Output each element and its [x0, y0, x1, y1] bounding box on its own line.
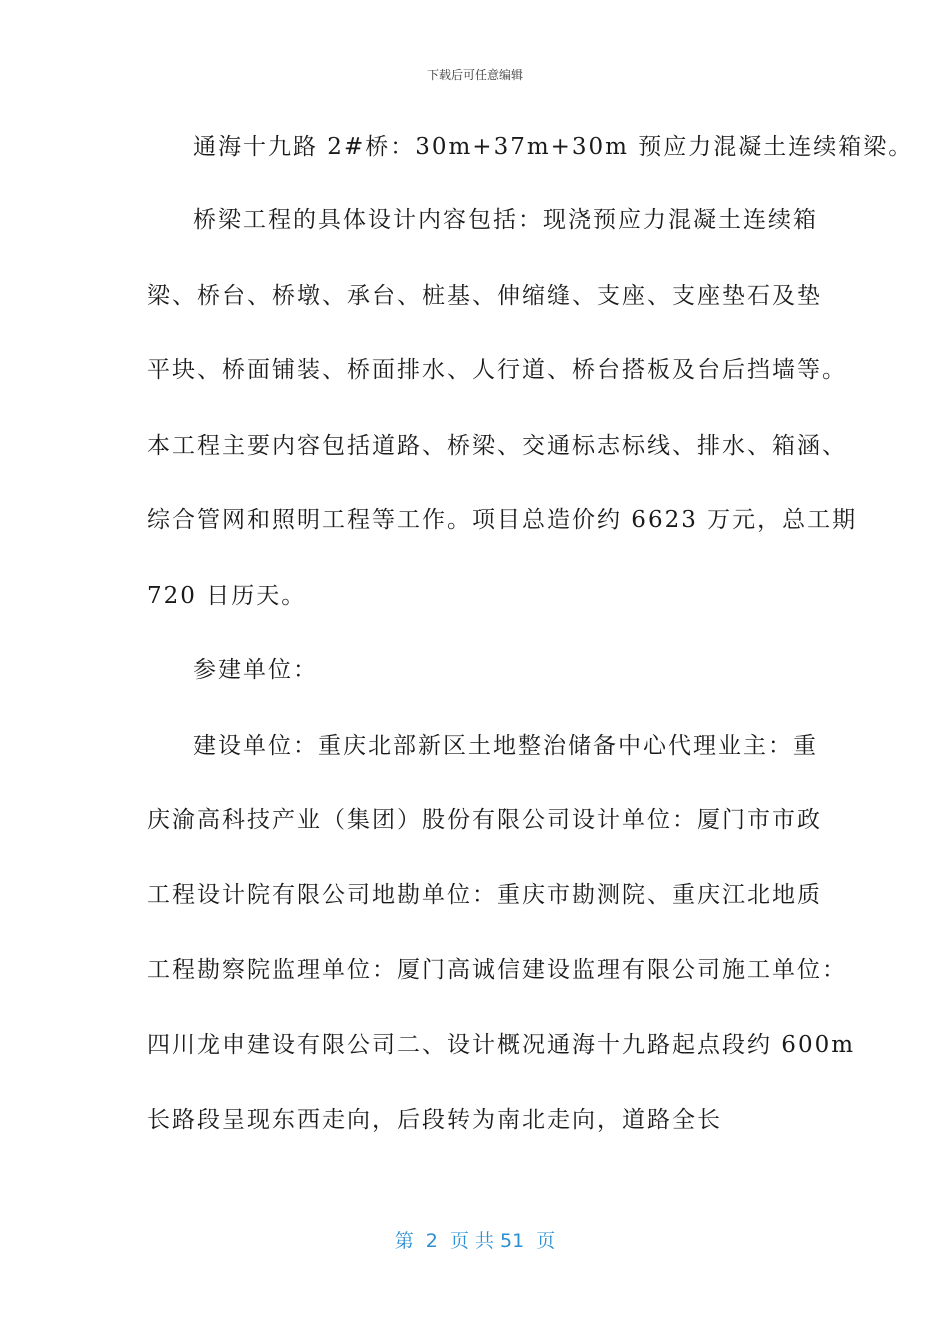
paragraph-line-4: 平块、桥面铺装、桥面排水、人行道、桥台搭板及台后挡墙等。 [147, 357, 847, 383]
page-header: 下载后可任意编辑 [426, 68, 523, 82]
paragraph-line-9: 建设单位：重庆北部新区土地整治储备中心代理业主：重 [193, 733, 818, 759]
paragraph-line-6: 综合管网和照明工程等工作。项目总造价约 6623 万元，总工期 [147, 507, 858, 533]
paragraph-line-13: 四川龙申建设有限公司二、设计概况通海十九路起点段约 600m [147, 1032, 856, 1058]
paragraph-line-5: 本工程主要内容包括道路、桥梁、交通标志标线、排水、箱涵、 [147, 433, 847, 459]
page-number-footer: 第 2 页 共 51 页 [394, 1230, 556, 1252]
paragraph-line-10: 庆渝高科技产业（集团）股份有限公司设计单位：厦门市市政 [147, 807, 822, 833]
paragraph-line-3: 梁、桥台、桥墩、承台、桩基、伸缩缝、支座、支座垫石及垫 [147, 283, 822, 309]
paragraph-line-2: 桥梁工程的具体设计内容包括：现浇预应力混凝土连续箱 [193, 207, 818, 233]
paragraph-line-12: 工程勘察院监理单位：厦门高诚信建设监理有限公司施工单位： [147, 957, 847, 983]
paragraph-line-14: 长路段呈现东西走向，后段转为南北走向，道路全长 [147, 1107, 722, 1133]
paragraph-line-8: 参建单位： [193, 657, 318, 683]
paragraph-line-7: 720 日历天。 [147, 583, 307, 609]
paragraph-line-11: 工程设计院有限公司地勘单位：重庆市勘测院、重庆江北地质 [147, 882, 822, 908]
paragraph-line-1: 通海十九路 2#桥：30m+37m+30m 预应力混凝土连续箱梁。 [193, 134, 914, 160]
